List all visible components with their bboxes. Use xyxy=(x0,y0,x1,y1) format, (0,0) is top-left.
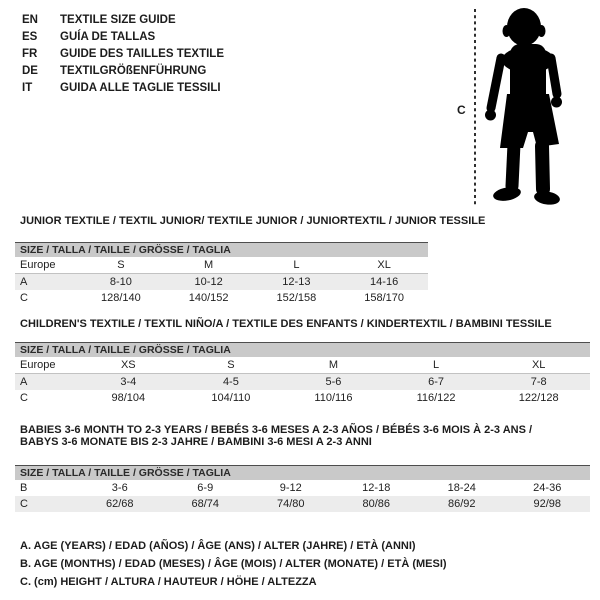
size-cell: 92/98 xyxy=(533,498,562,510)
size-cell: 122/128 xyxy=(518,392,559,404)
note-height-cm: C. (cm) HEIGHT / ALTURA / HAUTEUR / HÖHE / ALTEZZA xyxy=(20,576,317,588)
size-cell: 158/170 xyxy=(364,292,404,304)
language-text: TEXTILGRÖßENFÜHRUNG xyxy=(60,65,207,77)
size-cell: 3-6 xyxy=(111,482,128,494)
size-cell: L xyxy=(253,257,341,274)
row-label: B xyxy=(20,482,28,494)
junior-size-table xyxy=(15,242,428,306)
babies-section-title xyxy=(20,424,532,448)
size-cell: 98/104 xyxy=(111,392,146,404)
language-code: DE xyxy=(22,65,38,77)
junior-section-title: JUNIOR TEXTILE / TEXTIL JUNIOR/ TEXTILE JUNIOR / JUNIORTEXTIL / JUNIOR TESSILE xyxy=(20,215,486,227)
size-cell: 5-6 xyxy=(325,376,342,388)
table-row xyxy=(15,274,428,291)
size-cell: S xyxy=(77,257,165,274)
toddler-silhouette-icon xyxy=(450,4,595,209)
size-cell: M xyxy=(282,357,385,374)
note-age-months: B. AGE (MONTHS) / EDAD (MESES) / ÂGE (MOIS) / ALTER (MONATE) / ETÀ (MESI) xyxy=(20,558,447,570)
size-cell: 104/110 xyxy=(211,392,251,404)
size-cell: 8-10 xyxy=(109,276,132,288)
babies-title-line1: BABIES 3-6 MONTH TO 2-3 YEARS / BEBÉS 3-6 MESES A 2-3 AÑOS / BÉBÉS 3-6 MOIS À 2-3 ANS / xyxy=(20,424,533,436)
language-code: EN xyxy=(22,14,38,26)
size-cell: 9-12 xyxy=(279,482,302,494)
language-row-en xyxy=(22,12,224,29)
size-cell: 140/152 xyxy=(188,292,229,304)
size-cell: XL xyxy=(487,357,590,374)
row-label: Europe xyxy=(15,357,77,374)
size-cell: 128/140 xyxy=(100,292,141,304)
size-cell: 80/86 xyxy=(362,498,391,510)
size-cell: M xyxy=(165,257,253,274)
children-size-table xyxy=(15,342,590,406)
size-table xyxy=(15,480,590,512)
size-cell: 12-18 xyxy=(362,482,391,494)
babies-size-table xyxy=(15,465,590,512)
size-cell: XS xyxy=(77,357,180,374)
language-row-es xyxy=(22,29,224,46)
table-row xyxy=(15,357,590,374)
toddler-body xyxy=(485,8,562,206)
size-cell: XL xyxy=(340,257,428,274)
toddler-figure xyxy=(450,4,595,209)
language-text: GUIDE DES TAILLES TEXTILE xyxy=(60,48,224,60)
table-row xyxy=(15,257,428,274)
size-cell: 10-12 xyxy=(194,276,223,288)
language-list xyxy=(22,12,224,97)
table-row xyxy=(15,480,590,496)
table-row xyxy=(15,374,590,391)
size-cell: 110/116 xyxy=(314,392,353,404)
size-cell: 6-9 xyxy=(197,482,214,494)
size-cell: 86/92 xyxy=(447,498,476,510)
size-table xyxy=(15,357,590,406)
height-label-c: C xyxy=(457,103,466,117)
size-cell: L xyxy=(385,357,488,374)
row-label: C xyxy=(20,392,28,404)
language-code: FR xyxy=(22,48,38,60)
row-label: C xyxy=(20,498,28,510)
row-label: A xyxy=(20,276,28,288)
size-cell: 6-7 xyxy=(428,376,445,388)
table-row xyxy=(15,390,590,406)
note-age-years: A. AGE (YEARS) / EDAD (AÑOS) / ÂGE (ANS) / ALTER (JAHRE) / ETÀ (ANNI) xyxy=(20,540,416,552)
size-header-bar: SIZE / TALLA / TAILLE / GRÖSSE / TAGLIA xyxy=(15,342,590,357)
language-row-de xyxy=(22,63,224,80)
size-cell: 62/68 xyxy=(105,498,134,510)
legend-notes xyxy=(20,537,447,591)
size-header-bar: SIZE / TALLA / TAILLE / GRÖSSE / TAGLIA xyxy=(15,465,590,480)
size-header-bar: SIZE / TALLA / TAILLE / GRÖSSE / TAGLIA xyxy=(15,242,428,257)
row-label: A xyxy=(20,376,28,388)
size-cell: 14-16 xyxy=(370,276,399,288)
language-text: GUIDA ALLE TAGLIE TESSILI xyxy=(60,82,221,94)
size-cell: 68/74 xyxy=(191,498,220,510)
size-cell: 12-13 xyxy=(282,276,311,288)
table-row xyxy=(15,290,428,306)
size-cell: 18-24 xyxy=(447,482,476,494)
size-cell: 4-5 xyxy=(222,376,239,388)
language-text: TEXTILE SIZE GUIDE xyxy=(60,14,176,26)
size-cell: 74/80 xyxy=(276,498,305,510)
row-label: Europe xyxy=(15,257,77,274)
language-code: ES xyxy=(22,31,38,43)
size-cell: 24-36 xyxy=(533,482,562,494)
size-cell: 7-8 xyxy=(530,376,547,388)
language-row-it xyxy=(22,80,224,97)
size-cell: 116/122 xyxy=(416,392,456,404)
row-label: C xyxy=(20,292,28,304)
table-row xyxy=(15,496,590,512)
babies-title-line2: BABYS 3-6 MONATE BIS 2-3 JAHRE / BAMBINI 3-6 MESI A 2-3 ANNI xyxy=(20,436,372,448)
size-cell: S xyxy=(180,357,283,374)
size-cell: 152/158 xyxy=(276,292,317,304)
language-text: GUÍA DE TALLAS xyxy=(60,31,156,43)
language-row-fr xyxy=(22,46,224,63)
children-section-title: CHILDREN'S TEXTILE / TEXTIL NIÑO/A / TEXTILE DES ENFANTS / KINDERTEXTIL / BAMBINI TESSILE xyxy=(20,318,552,330)
language-code: IT xyxy=(22,82,33,94)
size-cell: 3-4 xyxy=(120,376,137,388)
size-table xyxy=(15,257,428,306)
